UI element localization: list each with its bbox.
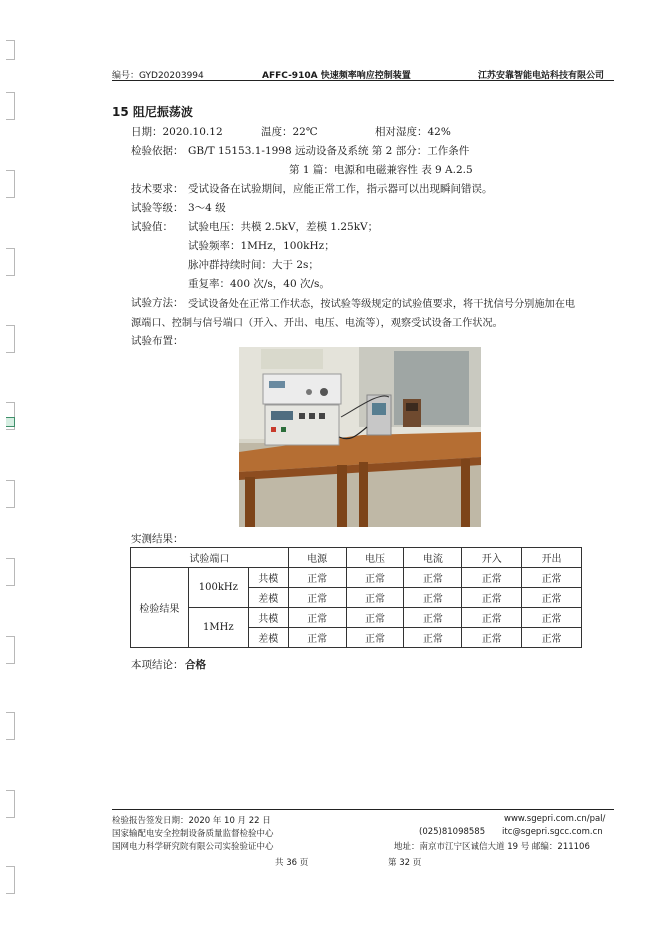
result-cell: 正常 <box>522 628 582 648</box>
mode-label: 差模 <box>248 628 288 648</box>
binder-mark <box>6 40 15 60</box>
result-cell: 正常 <box>288 628 346 648</box>
issue-date: 检验报告签发日期：2020 年 10 月 22 日 <box>112 816 271 826</box>
result-cell: 正常 <box>404 628 462 648</box>
test-date: 日期：2020.10.12 <box>131 126 223 138</box>
result-cell: 正常 <box>522 608 582 628</box>
results-table <box>130 547 582 648</box>
values-line: 脉冲群持续时间：大于 2s； <box>188 259 319 271</box>
result-cell: 正常 <box>522 568 582 588</box>
center-name-2: 国网电力科学研究院有限公司实验验证中心 <box>112 842 274 852</box>
header-rule <box>112 80 614 81</box>
section-title: 15 阻尼振荡波 <box>112 105 193 119</box>
total-pages: 共 36 页 <box>275 858 309 868</box>
result-cell: 正常 <box>346 608 404 628</box>
group-label: 检验结果 <box>131 568 189 648</box>
binder-mark <box>6 636 15 664</box>
method-label: 试验方法： <box>131 297 184 309</box>
table-row <box>131 568 582 588</box>
method-line-2: 源端口、控制与信号端口（开入、开出、电压、电流等），观察受试设备工作状况。 <box>131 318 503 329</box>
product-name: AFFC-910A 快速频率响应控制装置 <box>262 71 411 81</box>
binder-mark <box>6 866 15 894</box>
humidity: 相对湿度：42% <box>375 126 451 138</box>
basis-line-2: 第 1 篇：电源和电磁兼容性 表 9 A.2.5 <box>289 164 473 176</box>
method-line-1: 受试设备处在正常工作状态，按试验等级规定的试验值要求，将干扰信号分别施加在电 <box>188 299 576 310</box>
result-cell: 正常 <box>404 568 462 588</box>
binder-mark <box>6 480 15 508</box>
email: itc@sgepri.sgcc.com.cn <box>502 827 603 837</box>
column-header: 电流 <box>404 548 462 568</box>
column-header: 开入 <box>462 548 522 568</box>
column-header: 开出 <box>522 548 582 568</box>
layout-label: 试验布置： <box>131 335 184 347</box>
report-number: 编号：GYD20203994 <box>112 71 204 81</box>
column-header: 电源 <box>288 548 346 568</box>
result-cell: 正常 <box>404 588 462 608</box>
result-cell: 正常 <box>288 588 346 608</box>
conclusion-value: 合格 <box>185 659 206 671</box>
results-label: 实测结果： <box>131 533 184 545</box>
result-cell: 正常 <box>462 608 522 628</box>
binder-mark <box>6 712 15 740</box>
frequency-label: 100kHz <box>188 568 248 608</box>
binder-mark <box>6 92 15 120</box>
result-cell: 正常 <box>462 588 522 608</box>
page-number: 第 32 页 <box>388 858 422 868</box>
table-row <box>131 608 582 628</box>
requirement-text: 受试设备在试验期间，应能正常工作，指示器可以出现瞬间错误。 <box>188 183 493 195</box>
result-cell: 正常 <box>288 608 346 628</box>
result-cell: 正常 <box>346 628 404 648</box>
website: www.sgepri.com.cn/pal/ <box>504 814 606 824</box>
result-cell: 正常 <box>462 628 522 648</box>
binder-mark <box>6 248 15 276</box>
result-cell: 正常 <box>288 568 346 588</box>
table-header-row <box>131 548 582 568</box>
values-line: 试验频率：1MHz，100kHz； <box>188 240 335 252</box>
center-name-1: 国家输配电安全控制设备质量监督检验中心 <box>112 829 274 839</box>
test-setup-photo <box>239 347 481 527</box>
mode-label: 差模 <box>248 588 288 608</box>
result-cell: 正常 <box>346 588 404 608</box>
column-header: 电压 <box>346 548 404 568</box>
port-header: 试验端口 <box>131 548 289 568</box>
binder-mark <box>6 790 15 818</box>
result-cell: 正常 <box>462 568 522 588</box>
phone: (025)81098585 <box>419 827 486 837</box>
binder-mark <box>6 170 15 198</box>
conclusion-label: 本项结论： <box>131 659 184 671</box>
values-label: 试验值： <box>131 221 173 233</box>
binder-mark <box>6 558 15 586</box>
level-label: 试验等级： <box>131 202 184 214</box>
mode-label: 共模 <box>248 568 288 588</box>
binder-mark <box>6 417 15 427</box>
frequency-label: 1MHz <box>188 608 248 648</box>
level-text: 3～4 级 <box>188 202 226 214</box>
binder-mark <box>6 325 15 353</box>
values-line: 试验电压：共模 2.5kV，差模 1.25kV； <box>188 221 379 233</box>
temperature: 温度：22℃ <box>261 126 318 138</box>
basis-line-1: GB/T 15153.1-1998 远动设备及系统 第 2 部分：工作条件 <box>188 145 470 157</box>
requirement-label: 技术要求： <box>131 183 184 195</box>
result-cell: 正常 <box>522 588 582 608</box>
company-name: 江苏安靠智能电站科技有限公司 <box>478 71 605 81</box>
basis-label: 检验依据： <box>131 145 184 157</box>
values-line: 重复率：400 次/s，40 次/s。 <box>188 278 330 290</box>
footer-rule <box>112 809 614 810</box>
result-cell: 正常 <box>404 608 462 628</box>
mode-label: 共模 <box>248 608 288 628</box>
address: 地址：南京市江宁区诚信大道 19 号 邮编：211106 <box>394 842 590 852</box>
result-cell: 正常 <box>346 568 404 588</box>
